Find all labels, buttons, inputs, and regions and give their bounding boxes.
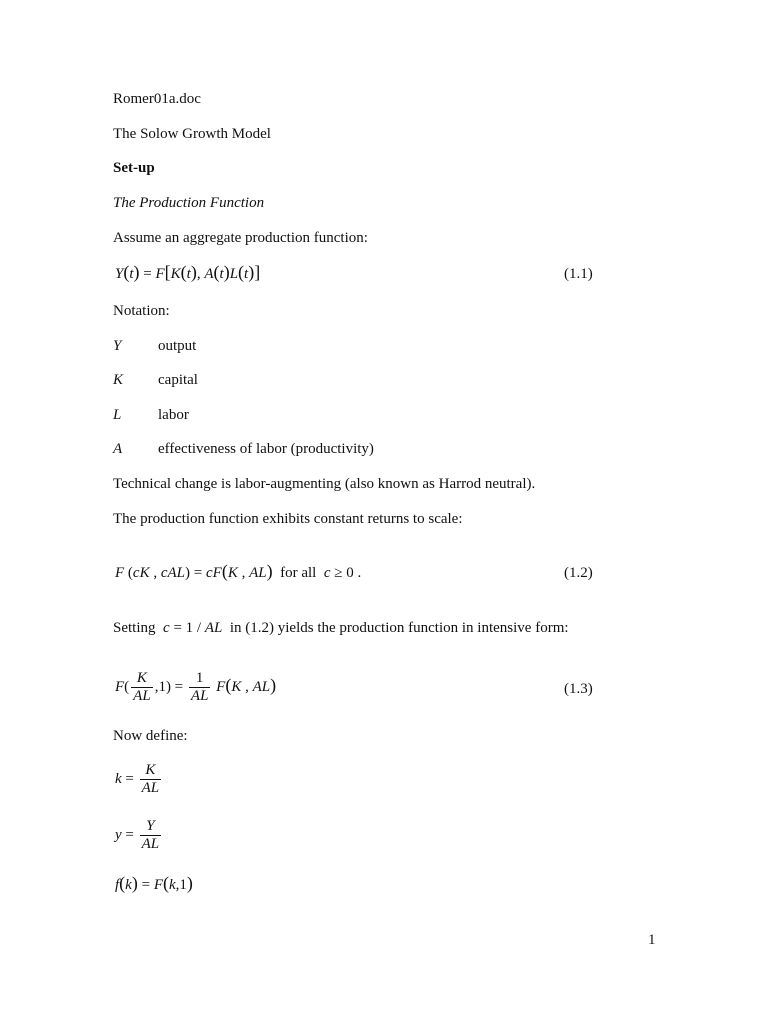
- crs-paragraph: The production function exhibits constant returns to scale:: [113, 511, 463, 527]
- definition-y: y = $\frac{Y}{AL}$: [115, 818, 160, 852]
- filename-text: Romer01a.doc: [113, 91, 201, 107]
- setting-suffix: in (1.2) yields the production function in intensive form:: [229, 620, 569, 636]
- notation-symbol-a: A: [113, 441, 123, 457]
- document-title: The Solow Growth Model: [113, 126, 271, 142]
- fraction-k-def: $\frac{K}{AL}$: [141, 762, 160, 796]
- subsection-heading: The Production Function: [113, 195, 265, 211]
- setting-paragraph: Setting c = 1 / AL in (1.2) yields the production function in intensive form:: [113, 620, 569, 636]
- page-number: 1: [648, 932, 656, 948]
- notation-description-k: capital: [158, 372, 198, 388]
- fraction-y-def: $\frac{Y}{AL}$: [141, 818, 160, 852]
- notation-label: Notation:: [113, 303, 170, 319]
- setting-prefix: Setting: [113, 620, 156, 636]
- fraction-1-over-al: $\frac{1}{AL}$: [190, 670, 209, 704]
- equation-number-1-1: (1.1): [564, 266, 593, 282]
- technical-change-paragraph: Technical change is labor-augmenting (also known as Harrod neutral).: [113, 476, 536, 492]
- notation-symbol-l: L: [113, 407, 122, 423]
- equation-1-2: F (cK , cAL) = cF(K , AL) for all c ≥ 0 .: [115, 561, 362, 581]
- equation-1-1: Y(t) = F[K(t), A(t)L(t)]: [115, 262, 261, 282]
- definition-k: k = $\frac{K}{AL}$: [115, 762, 160, 796]
- fraction-k-over-al: $\frac{K}{AL}$: [133, 670, 151, 704]
- notation-symbol-k: K: [113, 372, 124, 388]
- for-all-text: for all: [280, 565, 317, 581]
- section-heading: Set-up: [113, 160, 155, 176]
- intro-paragraph: Assume an aggregate production function:: [113, 230, 368, 246]
- equation-number-1-3: (1.3): [564, 681, 593, 697]
- notation-symbol-y: Y: [113, 338, 122, 354]
- notation-description-a: effectiveness of labor (productivity): [158, 441, 374, 457]
- notation-description-y: output: [158, 338, 197, 354]
- definition-f-of-k: f(k) = F(k,1): [115, 873, 193, 893]
- equation-number-1-2: (1.2): [564, 565, 593, 581]
- equation-1-3: F( $\frac{K}{AL}$ ,1) = $\frac{1}{AL}$ F(K , AL): [115, 670, 277, 704]
- notation-description-l: labor: [158, 407, 189, 423]
- define-paragraph: Now define:: [113, 728, 188, 744]
